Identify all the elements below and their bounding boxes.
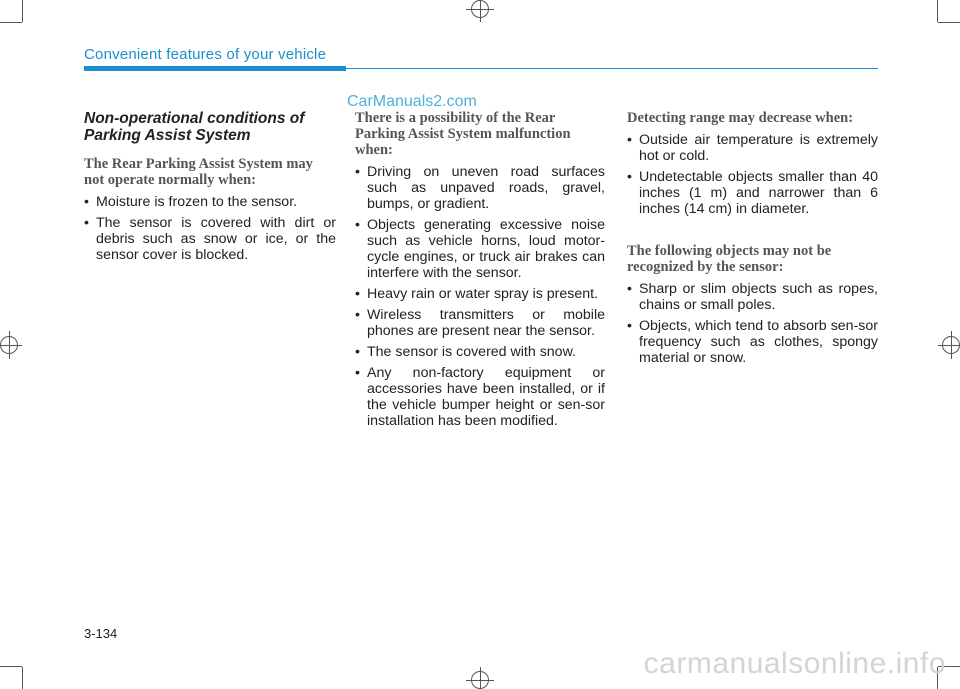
site-watermark: carmanualsonline.info xyxy=(643,647,946,680)
list-item: • Driving on uneven road surfaces such as unpaved roads, gravel, bumps, or gradient. xyxy=(355,164,605,212)
left-column xyxy=(84,110,336,268)
watermark: CarManuals2.com xyxy=(347,93,477,110)
crop-mark-bottom-left-h xyxy=(0,666,22,667)
list-item: • Outside air temperature is extremely hot or cold. xyxy=(627,132,878,164)
list-item: • Sharp or slim objects such as ropes, chains or small poles. xyxy=(627,281,878,313)
crop-mark-top-left-v xyxy=(22,0,23,22)
registration-mark-bottom-line-v xyxy=(480,667,481,689)
registration-mark-left-line-v xyxy=(9,331,10,359)
crop-mark-top-left-h xyxy=(0,22,22,23)
left-bullet-list xyxy=(84,194,336,263)
right-bullet-list-1 xyxy=(627,132,878,217)
middle-subheading: There is a possibility of the Rear Parking Assist System malfunction when: xyxy=(355,110,571,158)
right-subheading-detecting-range: Detecting range may decrease when: xyxy=(627,110,854,126)
chapter-title-bar xyxy=(84,66,346,71)
crop-mark-top-right-v xyxy=(937,0,938,22)
left-subheading: The Rear Parking Assist System may not operate normally when: xyxy=(84,156,313,188)
crop-mark-bottom-left-v xyxy=(22,667,23,689)
chapter-title-rule xyxy=(346,68,878,69)
crop-mark-top-right-h xyxy=(938,22,960,23)
registration-mark-right-line-v xyxy=(951,331,952,359)
registration-mark-top-line-h xyxy=(466,9,494,10)
list-item: • Moisture is frozen to the sensor. xyxy=(84,194,336,210)
list-item: • Undetectable objects smaller than 40 inches (1 m) and narrower than 6 inches (14 cm) in diameter. xyxy=(627,169,878,217)
list-item: • Heavy rain or water spray is present. xyxy=(355,286,605,302)
section-title: Non-operational conditions of Parking Assist System xyxy=(84,110,305,144)
list-item: • Objects generating excessive noise such as vehicle horns, loud motor-cycle engines, or truck air brakes can interfere with the sensor. xyxy=(355,217,605,281)
registration-mark-left-line-h xyxy=(0,345,22,346)
middle-bullet-list xyxy=(355,164,605,429)
page-number: 3-134 xyxy=(84,626,118,641)
middle-column xyxy=(355,110,605,434)
chapter-title: Convenient features of your vehicle xyxy=(84,46,327,63)
right-bullet-list-2 xyxy=(627,281,878,366)
list-item: • Objects, which tend to absorb sen-sor frequency such as clothes, spongy material or snow. xyxy=(627,318,878,366)
registration-mark-bottom-line-h xyxy=(466,680,494,681)
right-column xyxy=(627,110,878,371)
registration-mark-right-line-h xyxy=(938,345,960,346)
list-item: • The sensor is covered with dirt or debris such as snow or ice, or the sensor cover is blocked. xyxy=(84,215,336,263)
list-item: • Any non-factory equipment or accessories have been installed, or if the vehicle bumper height or sen-sor installation has been modified. xyxy=(355,365,605,429)
right-subheading-objects: The following objects may not be recognized by the sensor: xyxy=(627,243,832,275)
list-item: • The sensor is covered with snow. xyxy=(355,344,605,360)
registration-mark-top-line-v xyxy=(480,0,481,22)
list-item: • Wireless transmitters or mobile phones are present near the sensor. xyxy=(355,307,605,339)
